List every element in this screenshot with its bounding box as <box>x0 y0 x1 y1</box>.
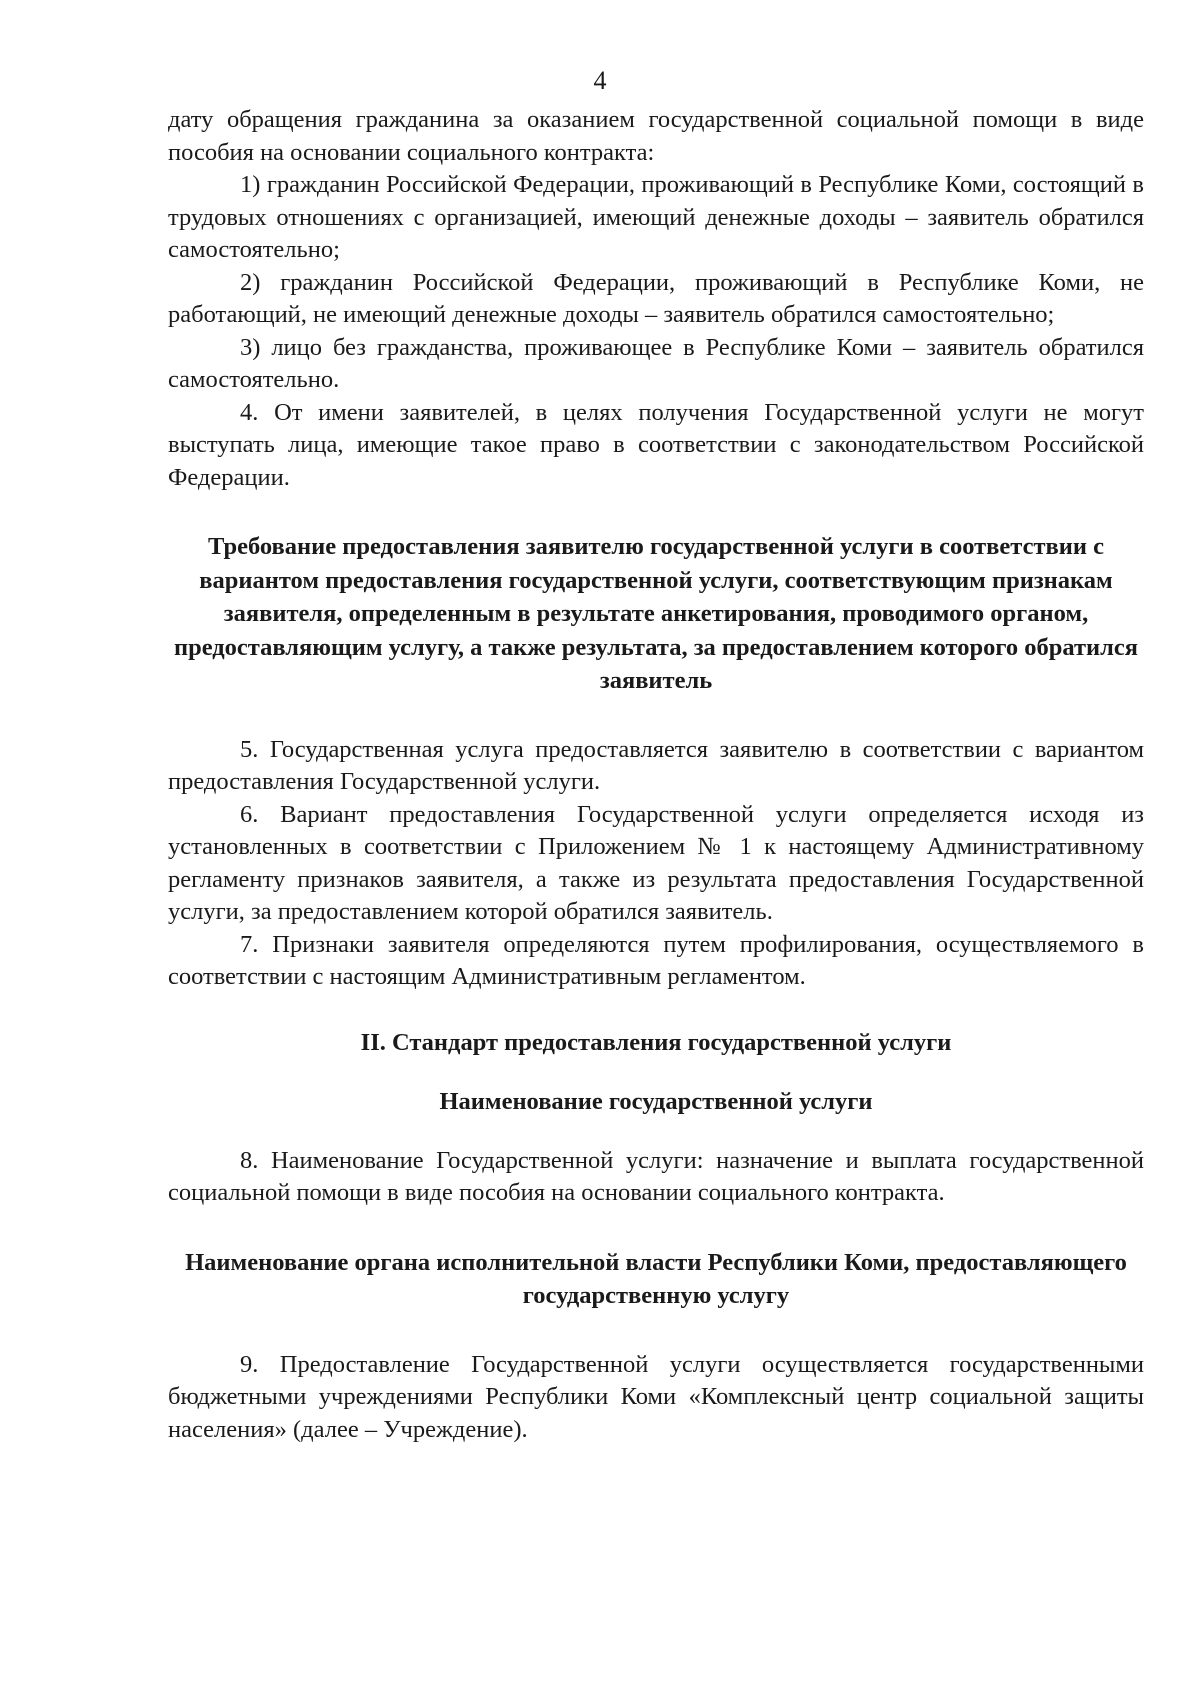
list-item-2: 2) гражданин Российской Федерации, проживающий в Республике Коми, не работающий, не имеющий денежные доходы – заявитель обратился самостоятельно; <box>168 268 1144 328</box>
paragraph-8: 8. Наименование Государственной услуги: назначение и выплата государственной социальной помощи в виде пособия на основании социального контракта. <box>168 1146 1144 1206</box>
list-item-3: 3) лицо без гражданства, проживающее в Республике Коми – заявитель обратился самостоятельно. <box>168 333 1144 393</box>
document-body <box>168 104 1144 1446</box>
paragraph-6: 6. Вариант предоставления Государственной услуги определяется исходя из установленных в соответствии с Приложением № 1 к настоящему Административному регламенту признаков заявителя, а также из результата предоставления Государственной услуги, за предоставлением которой обратился заявитель. <box>168 800 1144 925</box>
paragraph-4: 4. От имени заявителей, в целях получения Государственной услуги не могут выступать лица, имеющие такое право в соответствии с законодательством Российской Федерации. <box>168 398 1144 491</box>
heading-service-variant: Требование предоставления заявителю государственной услуги в соответствии с вариантом предоставления государственной услуги, соответствующим признакам заявителя, определенным в результате анкетирования, проводимого органом, предоставляющим услугу, а также результата, за предоставлением которого обратился заявитель <box>174 533 1138 694</box>
paragraph-5: 5. Государственная услуга предоставляется заявителю в соответствии с вариантом предоставления Государственной услуги. <box>168 735 1144 795</box>
page-number: 4 <box>593 66 607 95</box>
heading-authority: Наименование органа исполнительной власти Республики Коми, предоставляющего государственную услугу <box>185 1248 1127 1309</box>
paragraph-continuation: дату обращения гражданина за оказанием государственной социальной помощи в виде пособия на основании социального контракта: <box>168 106 1144 166</box>
paragraph-9: 9. Предоставление Государственной услуги осуществляется государственными бюджетными учреждениями Республики Коми «Комплексный центр социальной защиты населения» (далее – Учреждение). <box>168 1350 1144 1443</box>
section-title: II. Стандарт предоставления государственной услуги <box>360 1028 952 1056</box>
heading-service-name: Наименование государственной услуги <box>439 1088 873 1115</box>
list-item-1: 1) гражданин Российской Федерации, проживающий в Республике Коми, состоящий в трудовых отношениях с организацией, имеющий денежные доходы – заявитель обратился самостоятельно; <box>168 171 1144 263</box>
paragraph-7: 7. Признаки заявителя определяются путем профилирования, осуществляемого в соответствии с настоящим Административным регламентом. <box>168 930 1144 990</box>
